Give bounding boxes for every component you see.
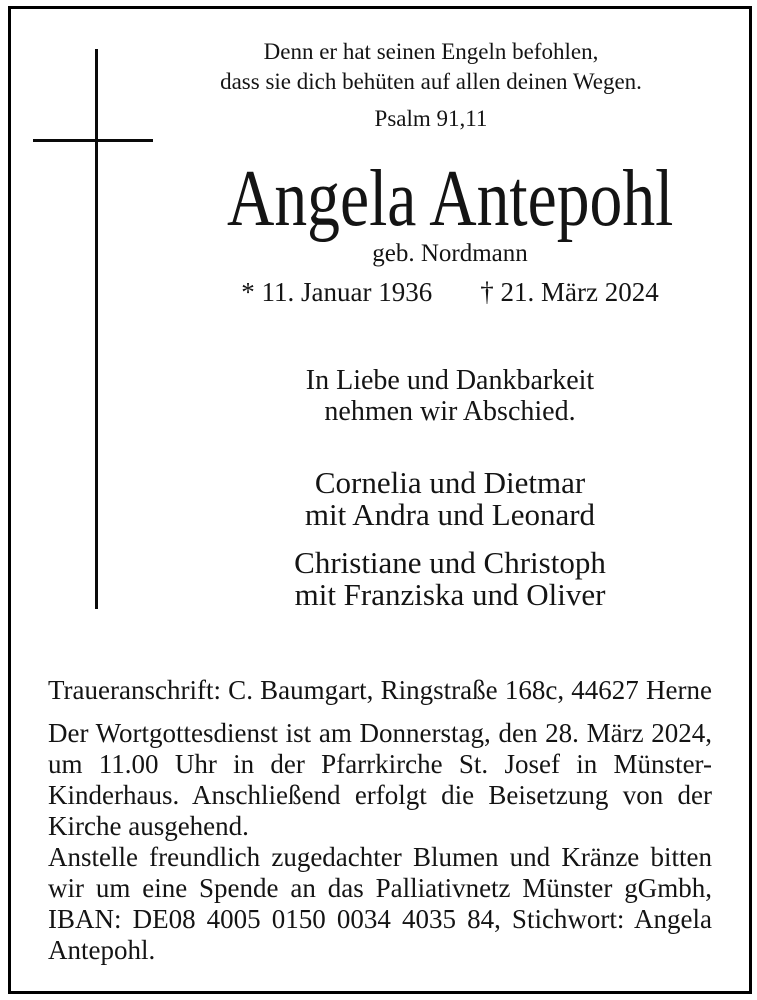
life-dates: [150, 277, 750, 308]
donation-info-line: Antepohl.: [48, 935, 156, 965]
mourner-line: mit Andra und Leonard: [304, 497, 596, 532]
mourner-group-1: [150, 467, 750, 531]
birth-name: geb. Nordmann: [372, 240, 528, 267]
cross-horizontal-bar: [33, 139, 153, 142]
donation-info-line: wir um eine Spende an das Palliativnetz Münster gGmbh,: [48, 873, 712, 903]
death-date: † 21. März 2024: [480, 277, 659, 307]
mourner-line: Cornelia und Dietmar: [314, 465, 586, 500]
service-info-line: Kirche ausgehend.: [48, 811, 249, 841]
mourner-line: mit Franziska und Oliver: [294, 577, 606, 612]
birth-date: * 11. Januar 1936: [241, 277, 433, 307]
service-info-line: Der Wortgottesdienst ist am Donnerstag, den 28. März 2024,: [48, 718, 712, 748]
quote-line-2: dass sie dich behüten auf allen deinen Wegen.: [220, 69, 642, 94]
mourner-line: Christiane und Christoph: [294, 545, 606, 580]
donation-info-line: IBAN: DE08 4005 0150 0034 4035 84, Stichwort: Angela: [48, 904, 712, 934]
donation-info-line: Anstelle freundlich zugedachter Blumen und Kränze bitten: [48, 842, 712, 872]
quote-source: Psalm 91,11: [374, 106, 488, 131]
mourning-address: Traueranschrift: C. Baumgart, Ringstraße 168c, 44627 Herne: [48, 675, 712, 705]
deceased-name-text: Angela Antepohl: [226, 155, 674, 243]
farewell-line-1: In Liebe und Dankbarkeit: [305, 365, 595, 396]
mourner-group-2: [150, 547, 750, 611]
service-info: [48, 718, 712, 842]
donation-info: [48, 842, 712, 966]
cross-vertical-bar: [95, 49, 98, 609]
service-info-line: um 11.00 Uhr in der Pfarrkirche St. Josef in Münster-: [48, 749, 712, 779]
farewell-text: [150, 365, 750, 427]
service-info-line: Kinderhaus. Anschließend erfolgt die Beisetzung von der: [48, 780, 712, 810]
scripture-quote: [131, 37, 731, 134]
quote-line-1: Denn er hat seinen Engeln befohlen,: [263, 39, 599, 64]
farewell-line-2: nehmen wir Abschied.: [324, 396, 576, 427]
deceased-name: [150, 155, 750, 243]
